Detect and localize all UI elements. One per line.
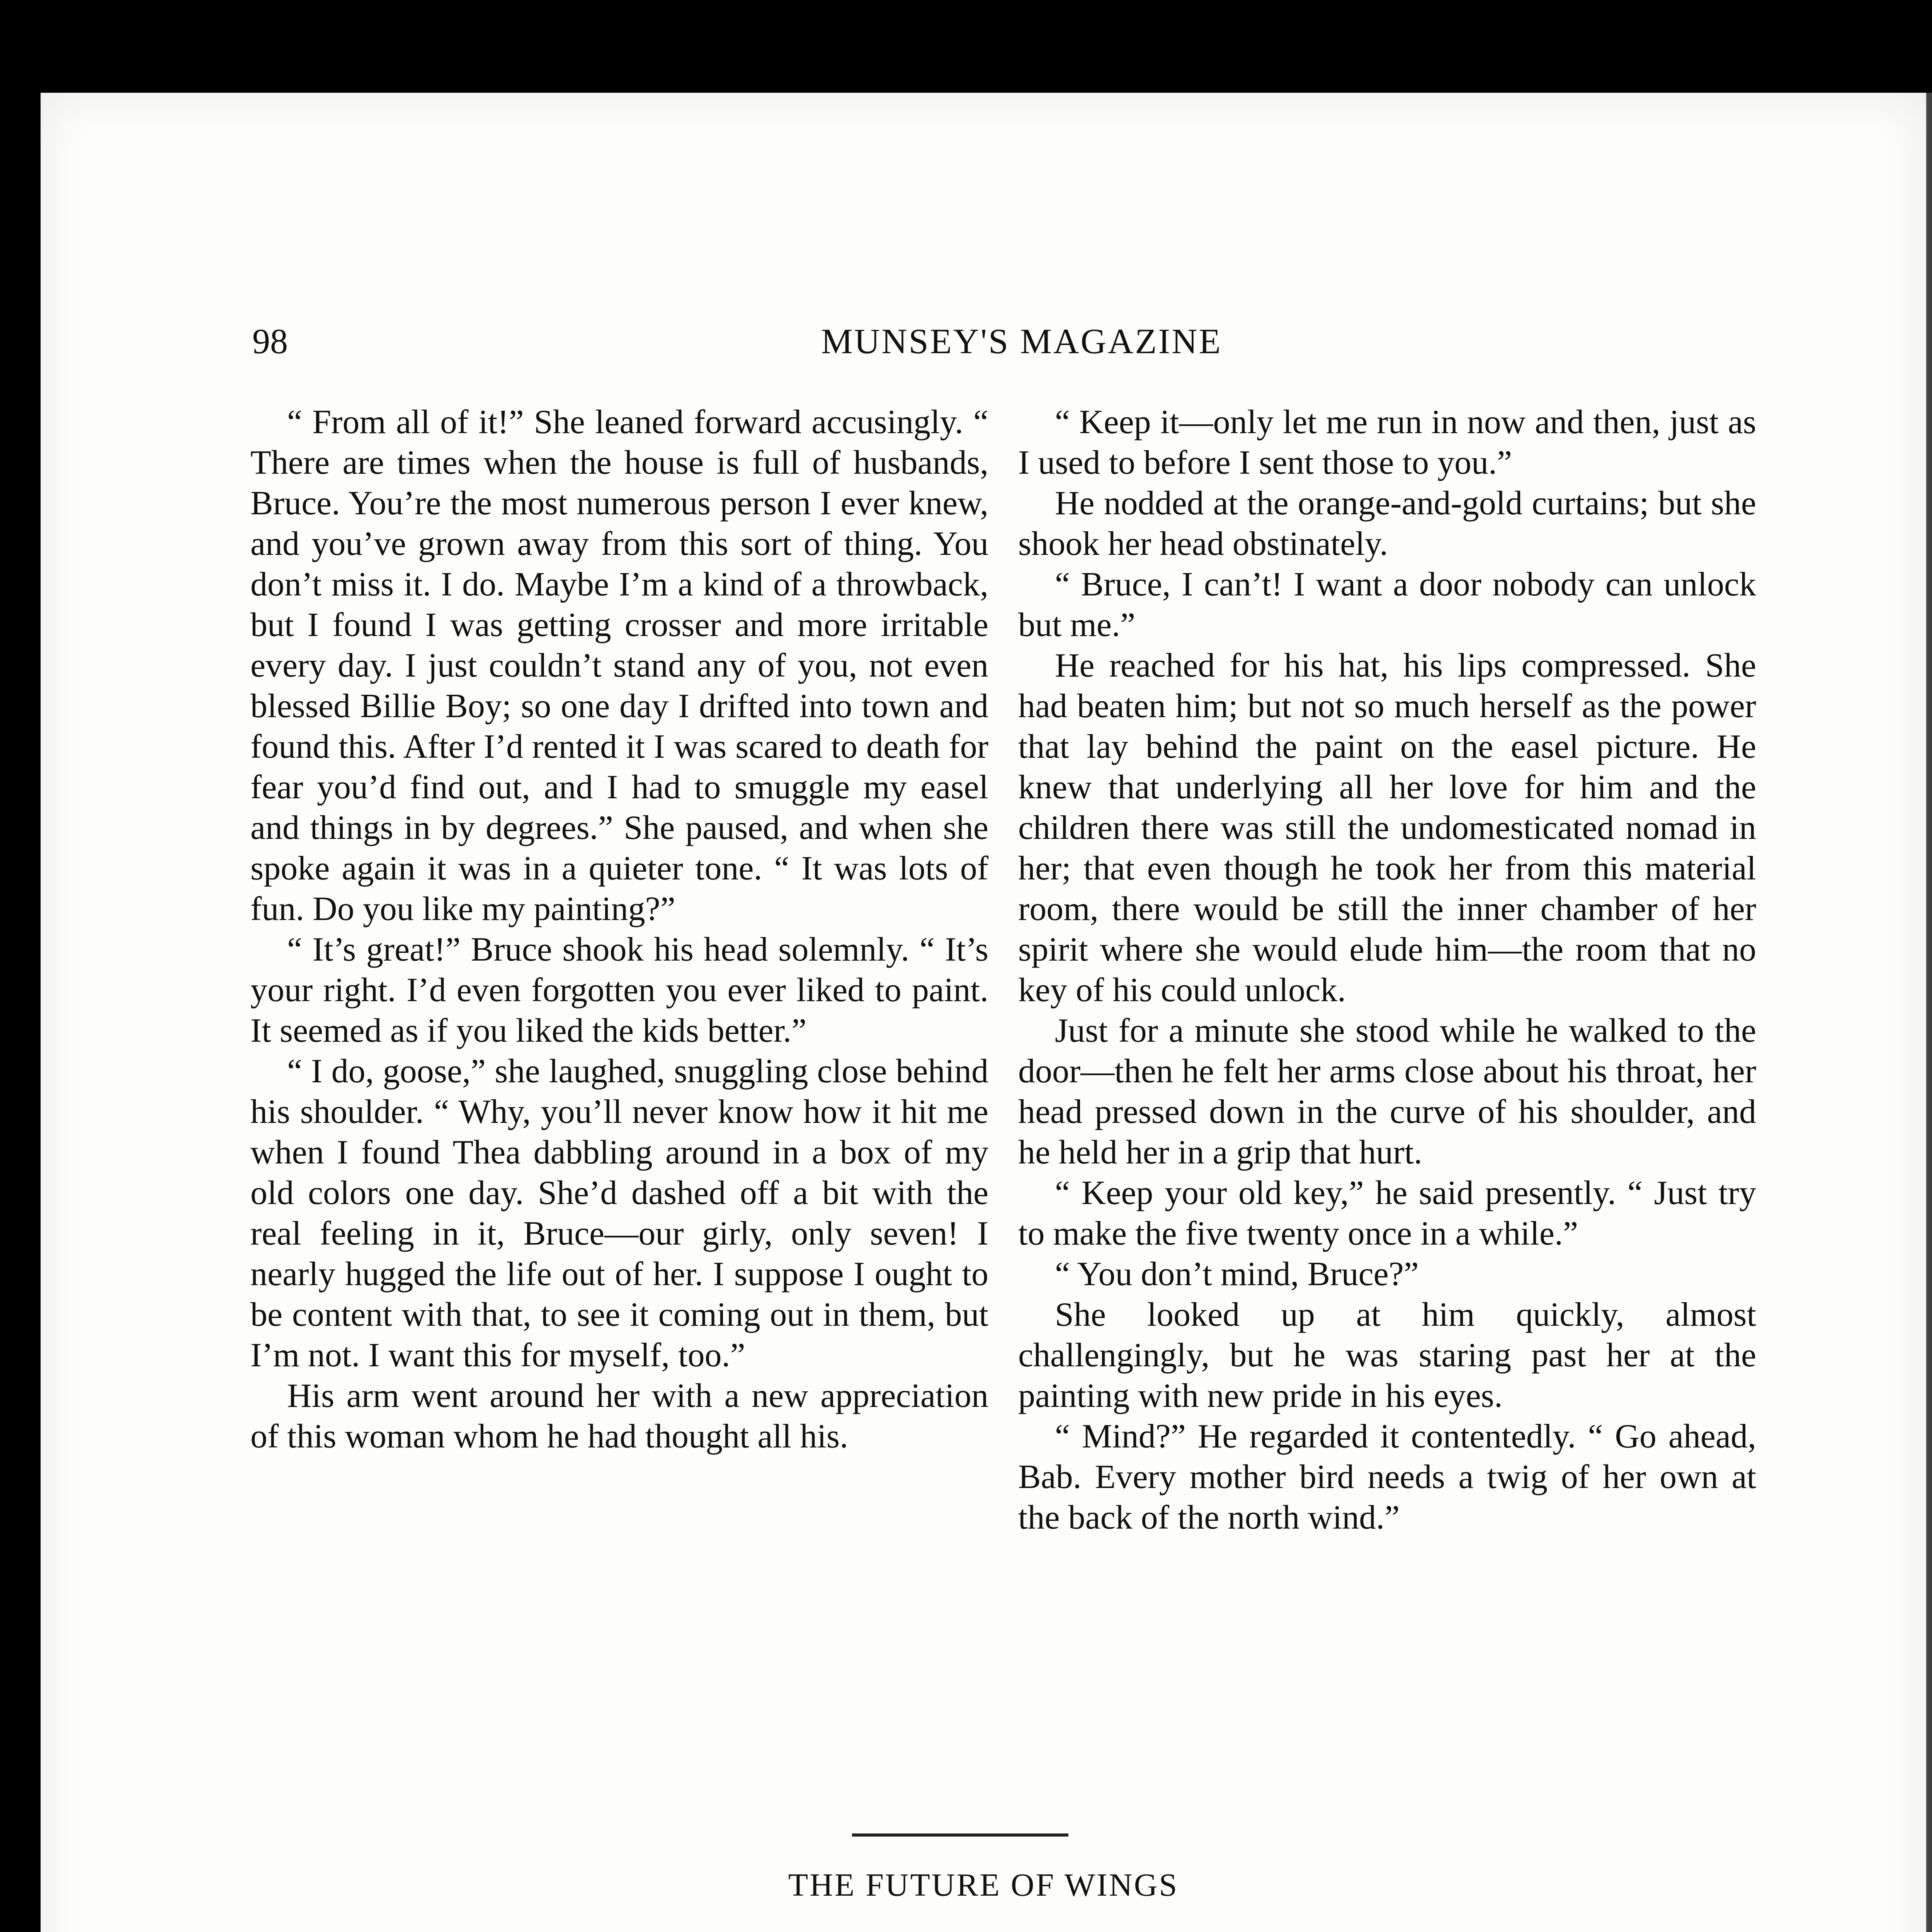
page-number: 98 (252, 321, 288, 361)
book-gutter (1926, 93, 1932, 1932)
story-paragraph: He reached for his hat, his lips compressed. She had beaten him; but not so much herself as the power that lay behind the paint on the easel picture. He knew that underlying all her love for him and the children there was still the undomesticated nomad in her; that even though he took her from this material room, there would be still the inner chamber of her spirit where she would elude him—the room that no key of his could unlock. (1018, 647, 1756, 1009)
running-title: MUNSEY'S MAGAZINE (821, 321, 1222, 361)
story-paragraph: Just for a minute she stood while he walked to the door—then he felt her arms close about his throat, her head pressed down in the curve of his shoulder, and he held her in a grip that hurt. (1018, 1012, 1756, 1171)
story-paragraph: “ From all of it!” She leaned forward accusingly. “ There are times when the house is full of husbands, Bruce. You’re the most numerous person I ever knew, and you’ve grown away from this sort of thing. You don’t miss it. I do. Maybe I’m a kind of a throwback, but I found I was getting crosser and more irritable every day. I just couldn’t stand any of you, not even blessed Billie Boy; so one day I drifted into town and found this. After I’d rented it I was scared to death for fear you’d find out, and I had to smuggle my easel and things in by degrees.” She paused, and when she spoke again it was in a quieter tone. “ It was lots of fun. Do you like my painting?” (250, 403, 988, 928)
story-right-column (1018, 402, 1756, 1538)
story-paragraph: “ Bruce, I can’t! I want a door nobody can unlock but me.” (1018, 566, 1756, 644)
poem-title: THE FUTURE OF WINGS (788, 1867, 1179, 1903)
story-paragraph: “ You don’t mind, Bruce?” (1055, 1255, 1419, 1293)
story-paragraph: “ Mind?” He regarded it contentedly. “ Go ahead, Bab. Every mother bird needs a twig of her own at the back of the north wind.” (1018, 1418, 1756, 1536)
story-paragraph: His arm went around her with a new appreciation of this woman whom he had thought all his. (250, 1377, 988, 1455)
story-paragraph: “ Keep it—only let me run in now and then, just as I used to before I sent those to you.” (1018, 403, 1756, 481)
story-paragraph: He nodded at the orange-and-gold curtains; but she shook her head obstinately. (1018, 485, 1756, 563)
section-divider (852, 1833, 1068, 1837)
story-paragraph: “ I do, goose,” she laughed, snuggling close behind his shoulder. “ Why, you’ll never know how it hit me when I found Thea dabbling around in a box of my old colors one day. She’d dashed off a bit with the real feeling in it, Bruce—our girly, only seven! I nearly hugged the life out of her. I suppose I ought to be content with that, to see it coming out in them, but I’m not. I want this for myself, too.” (250, 1053, 988, 1374)
story-paragraph: “ Keep your old key,” he said presently. “ Just try to make the five twenty once in a while.” (1018, 1174, 1756, 1252)
story-paragraph: She looked up at him quickly, almost challengingly, but he was staring past her at the painting with new pride in his eyes. (1018, 1296, 1756, 1415)
story-left-column (250, 402, 988, 1457)
story-paragraph: “ It’s great!” Bruce shook his head solemnly. “ It’s your right. I’d even forgotten you ever liked to paint. It seemed as if you liked the kids better.” (250, 931, 988, 1049)
magazine-page (41, 93, 1926, 1932)
